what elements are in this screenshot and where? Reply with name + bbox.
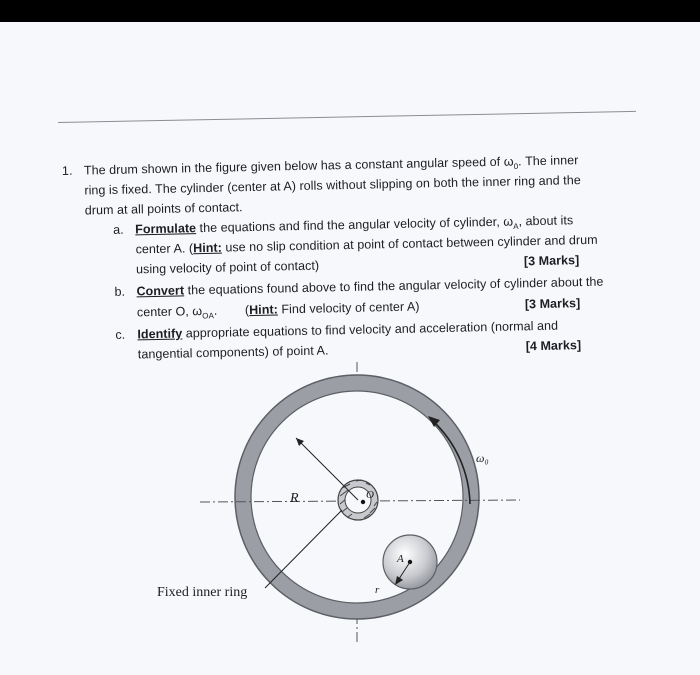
- part-a-marks: [3 Marks]: [523, 253, 580, 269]
- part-b-line1: Convert the equations found above to find the angular velocity of cylinder about the: [136, 274, 604, 299]
- part-c-line2: tangential components) of point A.: [137, 343, 329, 362]
- part-a-line3: using velocity of point of contact): [135, 258, 320, 277]
- worksheet-page: [0, 22, 700, 675]
- label-fixed-inner-ring: Fixed inner ring: [157, 585, 248, 600]
- part-c-label: c.: [115, 327, 126, 342]
- part-c-marks: [4 Marks]: [525, 338, 582, 354]
- part-a-line1: Formulate the equations and find the angular velocity of cylinder, $\omega_A$, about its: [135, 213, 574, 237]
- drum-figure: [0, 22, 700, 675]
- question-intro-line3: drum at all points of contact.: [84, 200, 243, 218]
- center-O-point: [361, 500, 365, 504]
- part-a-label: a.: [113, 222, 124, 237]
- question-number: 1.: [61, 163, 73, 178]
- part-b-label: b.: [114, 284, 126, 299]
- part-a-line2: center A. (Hint: use no slip condition at point of contact between cylinder and drum: [135, 232, 598, 257]
- part-b-hint: (Hint: Find velocity of center A): [244, 299, 420, 318]
- question-intro-line2: ring is fixed. The cylinder (center at A) rolls without slipping on both the inner ring and the: [84, 173, 581, 198]
- question-intro-line1: The drum shown in the figure given below has a constant angular speed of $\omega_0$. The inner: [83, 153, 579, 178]
- label-r: r: [375, 584, 380, 596]
- part-b-marks: [3 Marks]: [524, 296, 581, 312]
- label-R: R: [290, 491, 299, 506]
- label-omega0: ω₀: [476, 451, 489, 465]
- label-O: O: [366, 489, 374, 501]
- label-A: A: [397, 553, 404, 565]
- part-c-line1: Identify appropriate equations to find velocity and acceleration (normal and: [137, 318, 559, 342]
- part-b-line2: center O, $\omega_{OA}$.: [136, 303, 218, 321]
